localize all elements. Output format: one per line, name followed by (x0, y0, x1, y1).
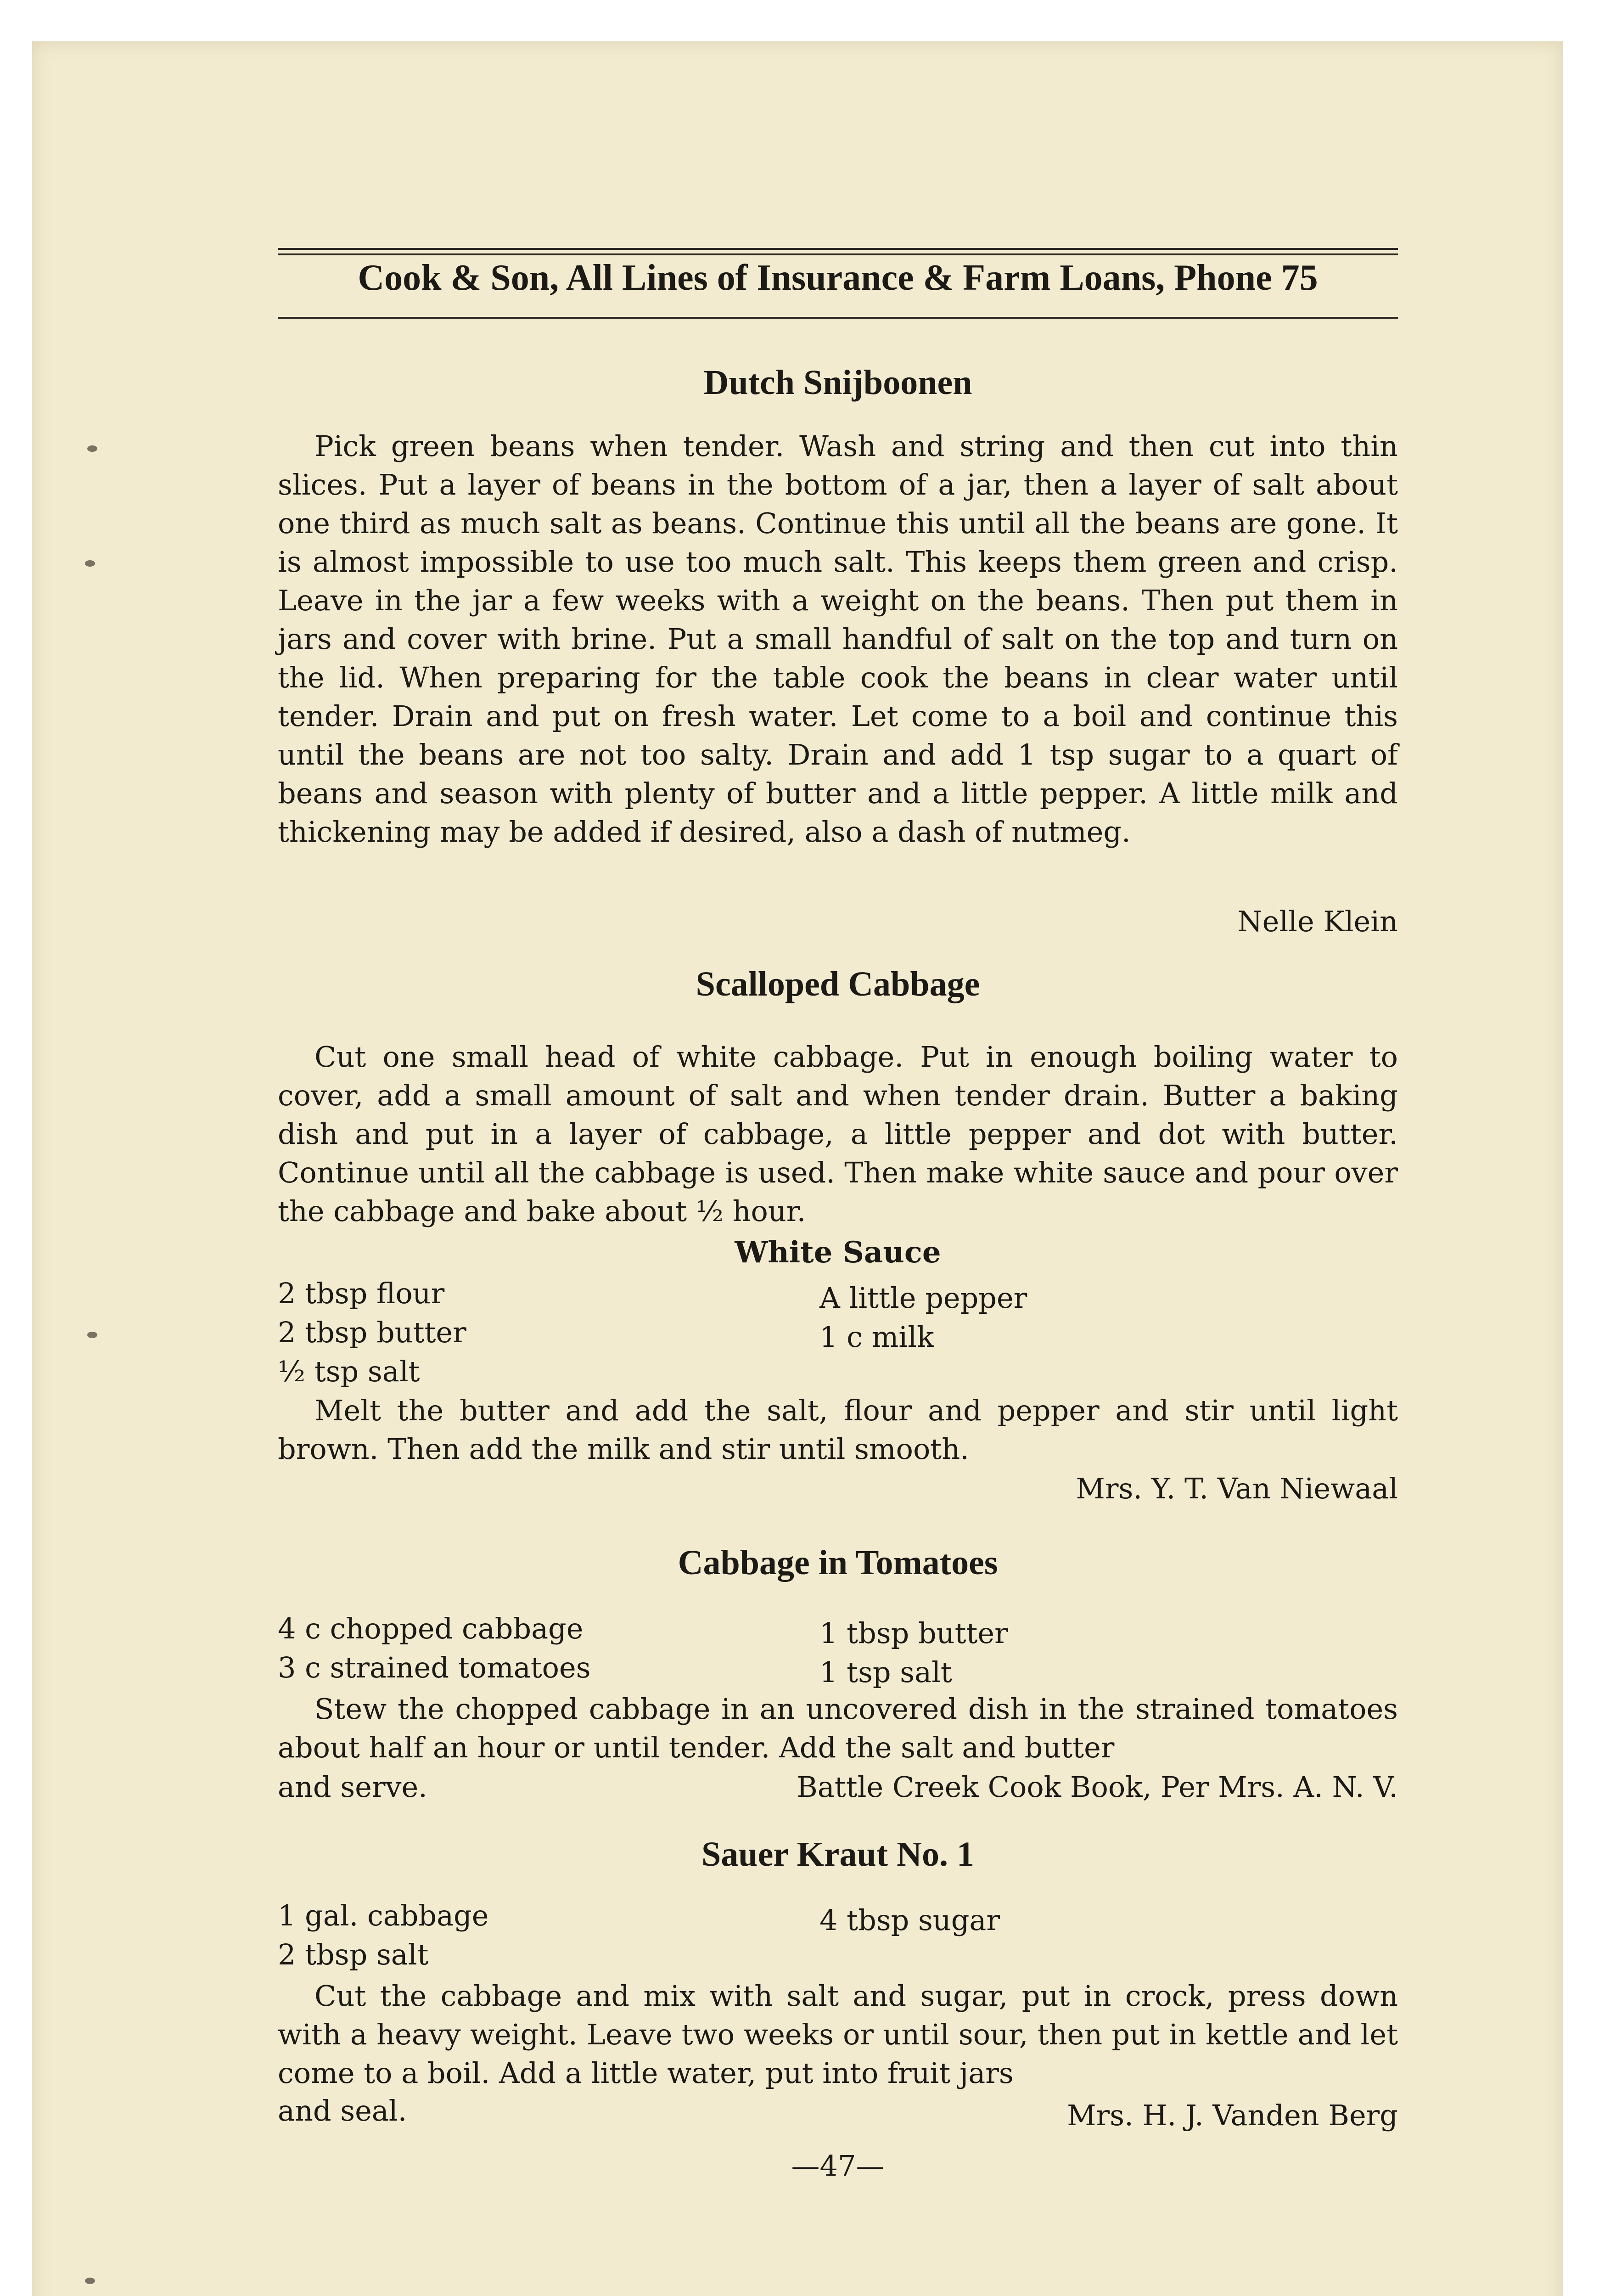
ingredient: 1 tbsp butter (819, 1616, 1008, 1650)
ingredient: 1 tsp salt (819, 1655, 952, 1689)
recipe-method-end: and serve. (278, 1770, 427, 1804)
ingredient: 2 tbsp flour (278, 1277, 445, 1310)
header-rule-top-2 (278, 253, 1398, 255)
ingredient: 1 gal. cabbage (278, 1899, 489, 1932)
header-rule-bottom (278, 317, 1398, 319)
recipe-method: Cut the cabbage and mix with salt and sugar, put in crock, press down with a heavy weight. Leave two weeks or until sour, then put in kettle and let come to a boil. Add a little water, put into fruit jars (278, 1979, 1398, 2090)
recipe-author: Mrs. Y. T. Van Niewaal (1076, 1472, 1398, 1505)
recipe-title: Dutch Snijboonen (703, 363, 972, 402)
recipe-author: Nelle Klein (1237, 905, 1398, 938)
binding-hole-mark (87, 445, 97, 452)
ingredient: 2 tbsp butter (278, 1316, 466, 1349)
recipe-title: Sauer Kraut No. 1 (701, 1835, 974, 1874)
recipe-author: Mrs. H. J. Vanden Berg (1067, 2099, 1398, 2132)
recipe-method: Stew the chopped cabbage in an uncovered dish in the strained tomatoes about half an hour or until tender. Add the salt and butter (278, 1692, 1398, 1764)
recipe-body: Pick green beans when tender. Wash and string and then cut into thin slices. Put a layer of beans in the bottom of a jar, then a layer of salt about one third as much salt as beans. Continue this until all the beans are gone. It is almost impossible to use too much salt. This keeps them green and crisp. Leave in the jar a few weeks with a weight on the beans. Then put them in jars and cover with brine. Put a small handful of salt on the top and turn on the lid. When preparing for the table cook the beans in clear water until tender. Drain and put on fresh water. Let come to a boil and continue this until the beans are not too salty. Drain and add 1 tsp sugar to a quart of beans and season with plenty of butter and a little pepper. A little milk and thickening may be added if desired, also a dash of nutmeg. (278, 429, 1398, 849)
recipe-method: Melt the butter and add the salt, flour and pepper and stir until light brown. Then add the milk and stir until smooth. (278, 1394, 1398, 1466)
ingredient: ½ tsp salt (278, 1355, 420, 1388)
binding-hole-mark (85, 560, 95, 567)
book-page (32, 41, 1563, 2296)
ingredient: 3 c strained tomatoes (278, 1651, 591, 1684)
ingredient: 2 tbsp salt (278, 1938, 429, 1971)
ingredient: 1 c milk (819, 1320, 934, 1354)
recipe-body: Cut one small head of white cabbage. Put in enough boiling water to cover, add a small amount of salt and when tender drain. Butter a baking dish and put in a layer of cabbage, a little pepper and dot with butter. Continue until all the cabbage is used. Then make white sauce and pour over the cabbage and bake about ½ hour. (278, 1040, 1398, 1228)
ingredient: 4 c chopped cabbage (278, 1612, 584, 1645)
header-rule-top (278, 248, 1398, 250)
ingredient: A little pepper (819, 1281, 1027, 1315)
binding-hole-mark (87, 1332, 97, 1338)
recipe-title: Cabbage in Tomatoes (678, 1543, 998, 1582)
recipe-method-end: and seal. (278, 2094, 407, 2127)
recipe-author: Battle Creek Cook Book, Per Mrs. A. N. V. (797, 1770, 1398, 1804)
page-number: —47— (791, 2149, 885, 2183)
binding-hole-mark (85, 2278, 95, 2284)
ingredient: 4 tbsp sugar (819, 1903, 1000, 1937)
recipe-title: Scalloped Cabbage (696, 965, 980, 1003)
sub-recipe-title: White Sauce (735, 1235, 941, 1270)
page-header: Cook & Son, All Lines of Insurance & Farm Loans, Phone 75 (358, 258, 1318, 298)
